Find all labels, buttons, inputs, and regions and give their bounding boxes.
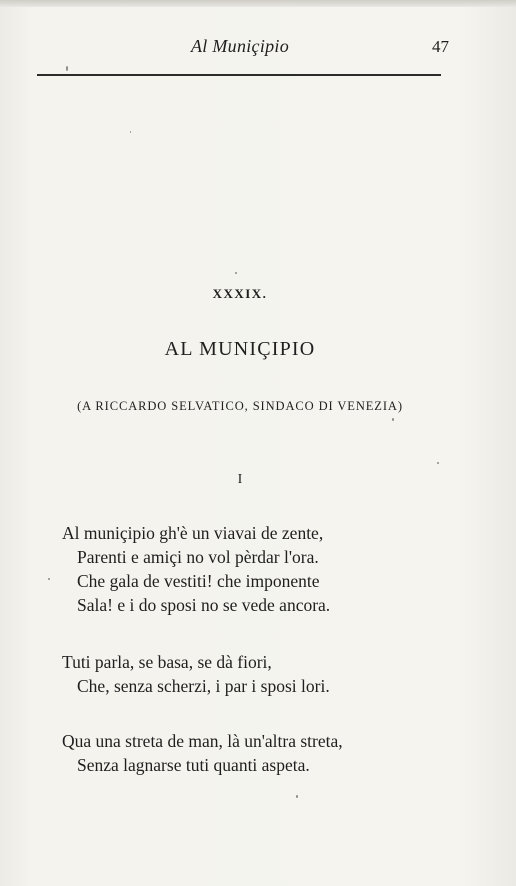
paper-speck <box>437 462 439 464</box>
paper-speck <box>66 66 68 71</box>
verse-line: Tuti parla, se basa, se dà fiori, <box>62 652 272 672</box>
page-number: 47 <box>432 37 449 56</box>
paper-speck <box>392 418 394 421</box>
paper-speck <box>235 272 237 274</box>
verse-line: Senza lagnarse tuti quanti aspeta. <box>77 755 310 775</box>
verse-line: Che, senza scherzi, i par i sposi lori. <box>77 676 330 696</box>
paper-speck <box>48 578 50 580</box>
verse-line: Parenti e amiçi no vol pèrdar l'ora. <box>77 547 319 567</box>
verse-line: Al muniçipio gh'è un viavai de zente, <box>62 523 324 543</box>
header-rule <box>37 74 441 76</box>
page-top-edge <box>0 0 516 7</box>
verse-line: Qua una streta de man, là un'altra streta, <box>62 731 343 751</box>
poem-title: AL MUNIÇIPIO <box>164 338 316 360</box>
stanza-2 <box>62 650 462 698</box>
verse-line: Che gala de vestiti! che imponente <box>77 571 320 591</box>
poem-number: XXXIX. <box>212 286 268 301</box>
stanza-1 <box>62 521 462 617</box>
stanza-3 <box>62 729 462 777</box>
verse-line: Sala! e i do sposi no se vede ancora. <box>77 595 331 615</box>
poem-dedication: (A RICCARDO SELVATICO, SINDACO DI VENEZIA) <box>77 399 403 413</box>
running-title: Al Muniçipio <box>190 36 290 56</box>
paper-speck <box>130 131 131 133</box>
section-number: I <box>237 472 243 487</box>
paper-speck <box>296 795 298 798</box>
